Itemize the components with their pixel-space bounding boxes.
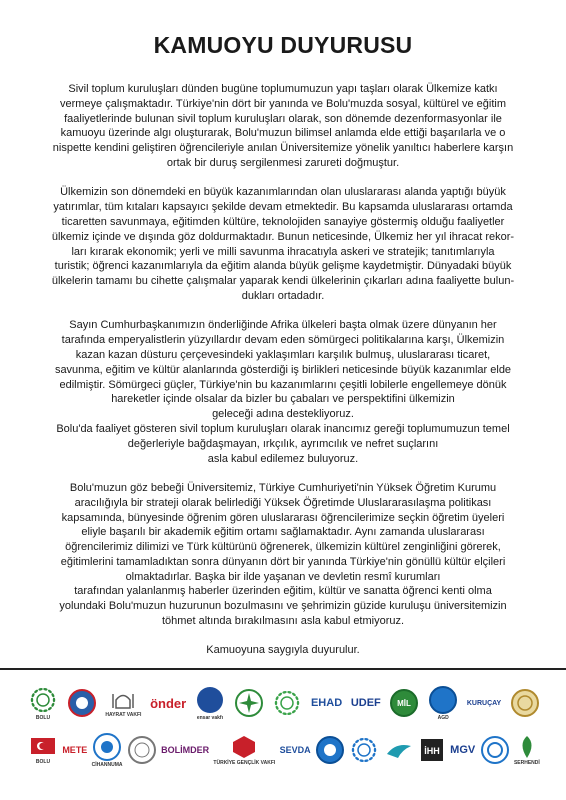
paragraph-line: Bolu'da faaliyet gösteren sivil toplum kuruluşları olarak inancımız gereği toplumumuzun temel [56, 422, 510, 435]
mete-logo: METE [62, 745, 88, 755]
paragraph-line: kapsamında, bünyesinde öğrenim gören uluslararası öğrencilerimize seçkin öğretim üyeleri [61, 511, 505, 524]
ensar-logo [195, 685, 225, 721]
paragraph-line: edilmiştir. Sömürgeci güçler, Türkiye'nin bu kazanımlarını çeşitli lobilerle engellemeye dönük [59, 378, 507, 391]
green-ornament-icon [234, 688, 264, 718]
paragraph-line: geleceği adına destekliyoruz. [212, 408, 354, 421]
svg-text:MİL: MİL [397, 699, 412, 708]
logo-label: BOLU [35, 759, 51, 765]
serhendi-logo [514, 734, 540, 766]
paragraph-line: ticaretten savunmaya, eğitimden kültüre, teknolojiden sanayiye göstermiş olduğu faaliyetler [61, 215, 505, 228]
announcement-body [50, 82, 516, 658]
paragraph-line: töhmet altında bırakılmasını asla kabul etmiyoruz. [161, 615, 405, 628]
paragraph-line: faaliyetlerinde bulunan sivil toplum kuruluşları olarak, son dönemde dezenformasyonlar ile [64, 112, 502, 125]
svg-text:İHH: İHH [424, 746, 440, 756]
paragraph-line: yatırımlar, tüm kıtaları kapsayıcı şekilde devam etmektedir. Bu kapsamda uluslararası ortamda [53, 201, 513, 214]
paragraph-line: kazan kazan düsturu çerçevesindeki yaklaşımları karşılık bulmuş, uluslararası ticaret, [75, 348, 491, 361]
mosque-icon [105, 688, 141, 718]
paragraph-gap [50, 629, 516, 644]
paragraph-line: turistik; öğrenci kazanımlarıyla da eğitim alanda büyük gelişme kaydetmiştir. Dünyadaki büyük [54, 260, 512, 273]
paragraph-line: hareketler içinde olsalar da bizler bu çabaları ve perspektifini ülkemizin [111, 393, 455, 406]
paragraph-line: Bolu'muzun göz bebeği Üniversitemiz, Türkiye Cumhuriyeti'nin Yüksek Öğretim Kurumu [69, 481, 497, 494]
logo-label: CİHANNUMA [91, 762, 123, 768]
paragraph-gap [50, 304, 516, 319]
ehad-logo: EHAD [310, 697, 343, 709]
paragraph-line: değerleriyle bağdaşmayan, ırkçılık, ayrımcılık ve nefret suçlarını [127, 437, 439, 450]
kurucay-logo: KURUÇAY [466, 699, 502, 707]
paragraph-line: olmaktadırlar. Başka bir ilde yaşanan ve devletin resmî kurumları [125, 570, 441, 583]
paragraph-line: savunma, eğitim ve kültür alanlarında gösterdiği iş birlikleri neticesinde büyük kazanımlar elde [54, 363, 512, 376]
paragraph-line: nispette kendini geliştiren öğrencileriyle anılan Üniversitemize yönelik yanıltıcı haberlere karşın [52, 142, 514, 155]
ihh-logo [418, 736, 446, 764]
gold-seal-icon [510, 688, 540, 718]
round-emblem-icon [67, 688, 97, 718]
page-title: KAMUOYU DUYURUSU [153, 32, 413, 58]
green-wreath-icon [272, 688, 302, 718]
bolu-flag-icon [28, 735, 58, 765]
paragraph-line: Ülkemizin son dönemdeki en büyük kazanımlarından olan uluslararası alanda yaptığı büyük [60, 186, 506, 199]
paragraph-line: ülkemiz içinde ve dışında göz doldurmaktadır. Bunun neticesinde, Ülkemiz her yıl ihracat rekor- [51, 230, 515, 243]
blue-sun-icon [315, 735, 345, 765]
paragraph-line: ortak bir duruş sergilenmesi zarureti doğmuştur. [166, 156, 400, 169]
paragraph-line: dukları ortadadır. [241, 289, 325, 302]
paragraph-line: tarafında emperyalistlerin yüzyıllardır devam eden sömürgeci politikalarına karşı, Ülkemizin [61, 334, 505, 347]
paragraph-line: Sayın Cumhurbaşkanımızın önderliğinde Afrika ülkeleri başta olmak üzere dünyanın her [69, 319, 497, 332]
paragraph-line: asla kabul edilemez buluyoruz. [207, 452, 359, 465]
paragraph-line: eliyle başarılı bir akademik eğitim ortamı sağlamaktadır. Aynı zamanda uluslararası [81, 526, 485, 539]
logo-label: BOLU [35, 715, 51, 721]
gray-seal-icon [127, 735, 157, 765]
bolimder-logo: BOLİMDER [161, 745, 210, 755]
agd-logo [428, 685, 458, 721]
paragraph-line: yolundaki Bolu'muzun huzurunun bozulmasını ve şehrimizin güzide kuruluşu üniversitemizin [59, 600, 507, 613]
paragraph-line: vermeye çalışmaktadır. Türkiye'nin dört bir yanında ve Bolu'muzda sosyal, kültürel ve eğitim [59, 97, 507, 110]
dove-logo [384, 738, 414, 762]
paragraph-line: kamuoyu üzerinde algı oluşturarak, Bolu'muzun bilimsel anlamda elde ettiği başarılarla ve o [60, 127, 506, 140]
blue-wreath-icon [349, 735, 379, 765]
cihannuma-logo [92, 732, 123, 768]
logo-label: AGD [437, 715, 449, 721]
mil-badge-icon [389, 688, 419, 718]
paragraph-gap [50, 171, 516, 186]
udef-logo: UDEF [350, 697, 381, 709]
paragraph-line: eğitimlerini tamamladıktan sonra dünyanın dört bir yanında Türkiye'nin gönüllü kültür elçileri [60, 555, 506, 568]
logo-label: ensar vakfı [196, 715, 223, 721]
paragraph-line: Kamuoyuna saygıyla duyurulur. [206, 644, 360, 657]
wreath-seal-icon [28, 685, 58, 721]
sevda-logo: SEVDA [279, 745, 311, 755]
logo-row-1 [28, 684, 540, 722]
paragraph-line: tarafından yalanlanmış haberler üzerinden eğitim, kültür ve sanatta öğrenci kenti olma [74, 585, 492, 598]
paragraph-line: aracılığıyla bir strateji olarak belirlediği Yüksek Öğretimde Uluslararasılaşma politikası [74, 496, 492, 509]
paragraph-line: ülkelerin tamamı bu cihette çalışmalar yaparak kendi ülkelerinin çıkarları adına faaliyette bulun- [51, 275, 515, 288]
paragraph-line: Sivil toplum kuruluşları dünden bugüne toplumumuzun yapı taşları olarak Ülkemize katkı [68, 83, 498, 95]
mgv-logo: MGV [450, 744, 476, 756]
paragraph-line: ları kırarak ekonomik; yerli ve milli savunma ihracatıyla askeri ve stratejik; tanıtımlarıyla [71, 245, 495, 258]
tgv-logo [213, 734, 275, 766]
logo-label: HAYRAT VAKFI [105, 712, 142, 718]
divider [0, 668, 566, 670]
onder-logo: önder [150, 695, 187, 711]
logo-label: TÜRKİYE GENÇLİK VAKFI [213, 760, 276, 766]
logo-label: SERHENDİ [513, 760, 540, 766]
logo-row-2 [28, 730, 540, 770]
paragraph-line: öğrencilerimiz dilimizi ve Türk kültürünü öğrenerek, ülkemizin kültürel zenginliğini görerek, [65, 541, 501, 554]
blue-ring-icon [480, 735, 510, 765]
paragraph-gap [50, 466, 516, 481]
